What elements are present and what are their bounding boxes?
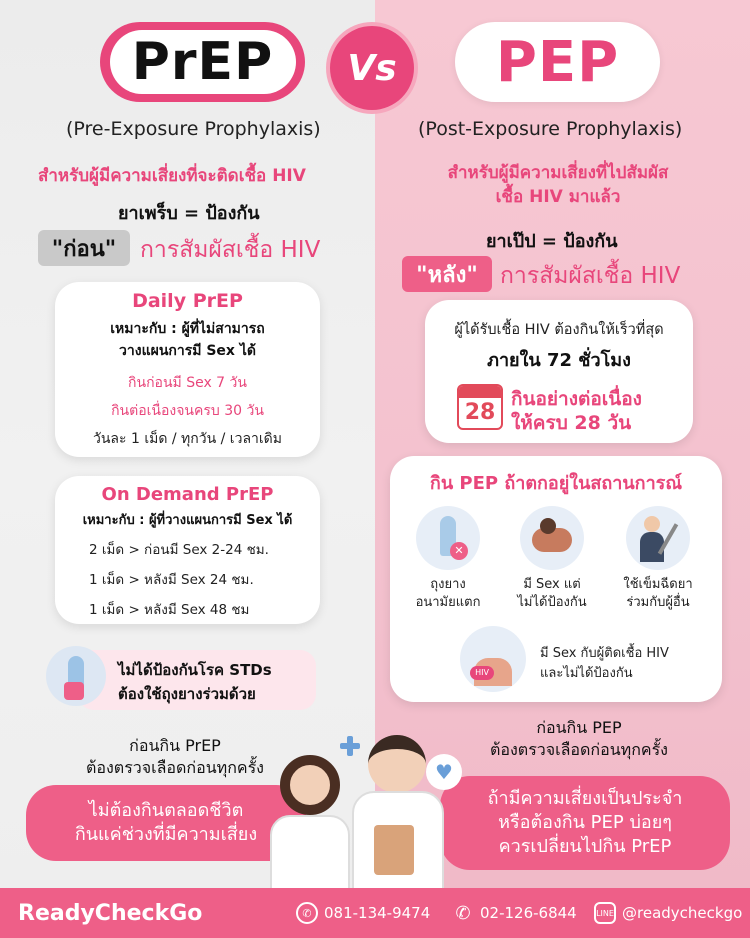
line-icon: LINE bbox=[594, 902, 616, 924]
pep-pink-line-1: ถ้ามีความเสี่ยงเป็นประจำ bbox=[487, 787, 683, 809]
pep-drug-eq: ยาเป๊ป = ป้องกัน bbox=[486, 231, 618, 252]
sit-3 bbox=[608, 576, 708, 611]
sit-1-line-1: ถุงยาง bbox=[430, 577, 466, 592]
prep-before-tag: "ก่อน" bbox=[38, 230, 130, 266]
prep-title: PrEP bbox=[110, 30, 296, 94]
hiv-partner-icon bbox=[460, 626, 526, 692]
daily-suited-1: เหมาะกับ : ผู้ที่ไม่สามารถ bbox=[110, 321, 265, 337]
pep-blood-line-2: ต้องตรวจเลือดก่อนทุกครั้ง bbox=[489, 740, 668, 760]
situations-title: กิน PEP ถ้าตกอยู่ในสถานการณ์ bbox=[429, 473, 683, 494]
pep-after-text: การสัมผัสเชื้อ HIV bbox=[500, 263, 681, 289]
pep-blood-line-1: ก่อนกิน PEP bbox=[536, 718, 622, 737]
line-id: @readycheckgo bbox=[622, 904, 743, 922]
line-link[interactable] bbox=[594, 888, 742, 938]
sit-2-line-2: ไม่ได้ป้องกัน bbox=[517, 594, 587, 610]
daily-prep-card bbox=[55, 282, 320, 457]
pep-blood-test bbox=[446, 717, 712, 762]
vs-badge: Vs bbox=[330, 26, 414, 110]
syringe-icon bbox=[626, 506, 690, 570]
prep-title-pill bbox=[100, 22, 305, 102]
prep-full-name: (Pre-Exposure Prophylaxis) bbox=[66, 118, 321, 140]
daily-line-3: วันละ 1 เม็ด / ทุกวัน / เวลาเดิม bbox=[92, 431, 282, 447]
prep-lifetime-note bbox=[26, 785, 306, 861]
phone-1-link[interactable] bbox=[296, 888, 430, 938]
pep-for-who bbox=[398, 162, 718, 210]
sit-3-line-1: ใช้เข็มฉีดยา bbox=[623, 577, 693, 592]
prep-drug-eq: ยาเพร็บ = ป้องกัน bbox=[118, 203, 260, 224]
phone-2-link[interactable] bbox=[452, 888, 577, 938]
whatsapp-icon: ✆ bbox=[296, 902, 318, 924]
pep-pink-line-3: ควรเปลี่ยนไปกิน PrEP bbox=[498, 836, 672, 858]
phone-icon: ✆ bbox=[455, 902, 471, 924]
daily-suited-2: วางแผนการมี Sex ได้ bbox=[119, 343, 256, 359]
prep-before-text: การสัมผัสเชื้อ HIV bbox=[140, 237, 321, 263]
pep-title-pill bbox=[455, 22, 660, 102]
prep-blood-line-1: ก่อนกิน PrEP bbox=[129, 736, 221, 755]
plus-icon bbox=[340, 736, 360, 756]
footer-bar bbox=[0, 888, 750, 938]
pep-full-name: (Post-Exposure Prophylaxis) bbox=[418, 118, 683, 140]
std-note-line-2: ต้องใช้ถุงยางร่วมด้วย bbox=[118, 685, 256, 703]
sit-2 bbox=[502, 576, 602, 611]
phone-1: 081-134-9474 bbox=[324, 904, 431, 922]
pep-title: PEP bbox=[495, 29, 620, 95]
pep-for-who-line2: เชื้อ HIV มาแล้ว bbox=[495, 186, 621, 207]
pep-after-tag: "หลัง" bbox=[402, 256, 492, 292]
daily-prep-title: Daily PrEP bbox=[132, 290, 243, 312]
pep-switch-note bbox=[440, 776, 730, 870]
sit-1-line-2: อนามัยแตก bbox=[415, 594, 481, 610]
condom-icon bbox=[46, 646, 106, 706]
daily-line-1: กินก่อนมี Sex 7 วัน bbox=[128, 375, 247, 391]
hiv-badge: HIV bbox=[470, 666, 494, 680]
calendar-icon bbox=[457, 384, 503, 430]
unprotected-sex-icon bbox=[520, 506, 584, 570]
pep-for-who-line1: สำหรับผู้มีความเสี่ยงที่ไปสัมผัส bbox=[447, 163, 669, 183]
sit-4-line-2: และไม่ได้ป้องกัน bbox=[540, 665, 633, 681]
sit-1 bbox=[398, 576, 498, 611]
ondemand-prep-card bbox=[55, 476, 320, 624]
ondemand-line-2: 1 เม็ด > หลังมี Sex 24 ชม. bbox=[89, 572, 254, 588]
pep-urgent-1: ผู้ได้รับเชื้อ HIV ต้องกินให้เร็วที่สุด bbox=[454, 322, 664, 338]
prep-blood-line-2: ต้องตรวจเลือดก่อนทุกครั้ง bbox=[85, 758, 264, 778]
prep-for-who: สำหรับผู้มีความเสี่ยงที่จะติดเชื้อ HIV bbox=[38, 166, 306, 186]
prep-pink-line-2: กินแค่ช่วงที่มีความเสี่ยง bbox=[74, 824, 258, 845]
ondemand-line-1: 2 เม็ด > ก่อนมี Sex 2-24 ชม. bbox=[89, 542, 269, 558]
pep-cont-2: ให้ครบ 28 วัน bbox=[511, 412, 632, 434]
daily-line-2: กินต่อเนื่องจนครบ 30 วัน bbox=[111, 403, 264, 419]
broken-condom-icon: ✕ bbox=[416, 506, 480, 570]
prep-pink-line-1: ไม่ต้องกินตลอดชีวิต bbox=[88, 799, 244, 821]
brand-logo: ReadyCheckGo bbox=[18, 900, 203, 926]
ondemand-suited: เหมาะกับ : ผู้ที่วางแผนการมี Sex ได้ bbox=[82, 513, 293, 528]
sit-4-line-1: มี Sex กับผู้ติดเชื้อ HIV bbox=[540, 646, 669, 661]
sit-2-line-1: มี Sex แต่ bbox=[523, 577, 581, 592]
pep-urgent-2: ภายใน 72 ชั่วโมง bbox=[487, 350, 631, 371]
std-note-line-1: ไม่ได้ป้องกันโรค STDs bbox=[118, 661, 272, 679]
pep-urgency-card bbox=[425, 300, 693, 443]
heart-icon: ♥ bbox=[426, 754, 462, 790]
pep-pink-line-2: หรือต้องกิน PEP บ่อยๆ bbox=[498, 811, 672, 833]
ondemand-title: On Demand PrEP bbox=[101, 484, 274, 505]
std-note-card bbox=[78, 650, 316, 710]
sit-3-line-2: ร่วมกับผู้อื่น bbox=[626, 594, 690, 610]
pep-situations-card bbox=[390, 456, 722, 702]
ondemand-line-3: 1 เม็ด > หลังมี Sex 48 ชม bbox=[89, 602, 250, 618]
phone-2: 02-126-6844 bbox=[480, 904, 577, 922]
pep-cont-1: กินอย่างต่อเนื่อง bbox=[511, 388, 642, 410]
sit-4 bbox=[540, 644, 669, 683]
calendar-number: 28 bbox=[464, 400, 496, 425]
